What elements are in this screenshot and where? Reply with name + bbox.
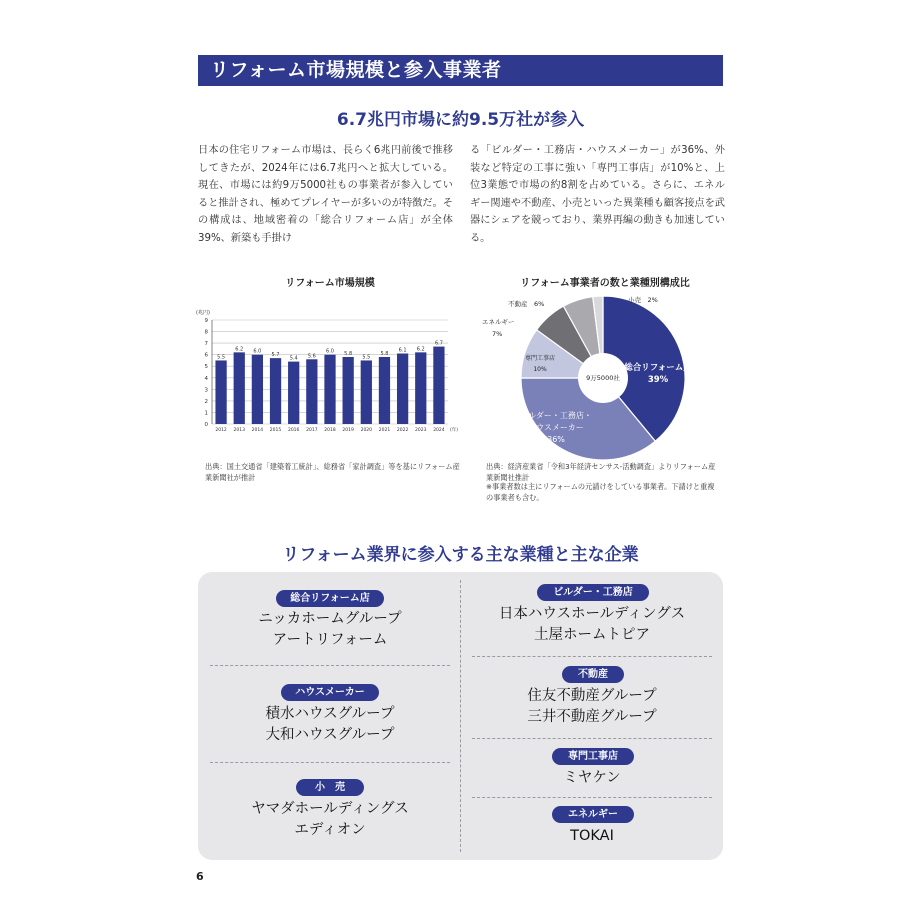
category-badge: 不動産 bbox=[562, 666, 624, 683]
x-tick-label: 2013 bbox=[233, 428, 245, 433]
bar bbox=[343, 357, 354, 424]
x-axis-unit: (年) bbox=[450, 428, 459, 433]
y-tick-label: 3 bbox=[204, 387, 208, 394]
bar bbox=[397, 354, 408, 424]
bar bbox=[306, 359, 317, 424]
slice-label: 専門工事店 bbox=[524, 355, 556, 362]
y-tick-label: 2 bbox=[204, 398, 208, 405]
y-tick-label: 0 bbox=[204, 422, 208, 428]
bar bbox=[252, 355, 263, 424]
pie-chart-title: リフォーム事業者の数と業種別構成比 bbox=[520, 278, 690, 289]
panel-divider bbox=[472, 656, 712, 657]
panel-divider bbox=[472, 738, 712, 739]
y-tick-label: 5 bbox=[204, 364, 208, 371]
y-tick-label: 8 bbox=[204, 329, 208, 336]
panel-divider bbox=[210, 762, 450, 763]
slice-label: ビルダー・工務店・ bbox=[520, 411, 592, 420]
bar-chart bbox=[192, 302, 462, 442]
bar-value-label: 6.1 bbox=[398, 347, 407, 354]
x-tick-label: 2017 bbox=[306, 428, 318, 433]
slice-label: エネルギー bbox=[482, 318, 515, 326]
y-axis-unit: (兆円) bbox=[196, 310, 210, 316]
category-badge: 総合リフォーム店 bbox=[276, 590, 384, 607]
bar bbox=[234, 352, 245, 424]
slice-percent-label: 36% bbox=[547, 435, 565, 444]
slice-label: 不動産 6% bbox=[508, 300, 545, 308]
bar-value-label: 6.2 bbox=[416, 346, 425, 353]
bar-value-label: 5.5 bbox=[217, 354, 226, 361]
x-tick-label: 2012 bbox=[215, 428, 227, 433]
pie-chart bbox=[478, 290, 728, 460]
slice-percent-label: 39% bbox=[647, 375, 669, 385]
bar-value-label: 6.0 bbox=[326, 348, 334, 355]
x-tick-label: 2015 bbox=[269, 428, 282, 433]
y-tick-label: 4 bbox=[204, 375, 208, 382]
slice-percent-label: 7% bbox=[492, 330, 503, 338]
category-badge: 専門工事店 bbox=[552, 748, 634, 765]
bar bbox=[415, 352, 426, 424]
x-tick-label: 2022 bbox=[396, 428, 409, 433]
x-tick-label: 2020 bbox=[360, 428, 373, 433]
pie-chart-source: 出典：経済産業省「令和3年経済センサス-活動調査」よりリフォーム産業新聞社推計 bbox=[486, 462, 716, 482]
bar bbox=[270, 358, 281, 424]
company-name: ニッカホームグループ bbox=[258, 611, 402, 627]
bar bbox=[361, 360, 372, 424]
category-badge: エネルギー bbox=[552, 806, 634, 823]
x-tick-label: 2023 bbox=[415, 428, 427, 433]
company-name: 住友不動産グループ bbox=[527, 688, 657, 704]
y-tick-label: 9 bbox=[204, 318, 208, 324]
category-badge: 小 売 bbox=[296, 779, 364, 796]
bar-value-label: 5.4 bbox=[289, 355, 298, 362]
company-name: 土屋ホームトピア bbox=[534, 627, 650, 643]
y-tick-label: 6 bbox=[204, 352, 208, 359]
panel-divider bbox=[472, 797, 712, 798]
industry-title: リフォーム業界に参入する主な業種と主な企業 bbox=[282, 545, 639, 565]
x-tick-label: 2021 bbox=[378, 428, 391, 433]
bar-value-label: 6.0 bbox=[253, 348, 262, 355]
subheading: 6.7兆円市場に約9.5万社が参入 bbox=[336, 110, 585, 130]
x-tick-label: 2016 bbox=[287, 428, 300, 433]
y-tick-label: 1 bbox=[204, 410, 208, 417]
bar-chart-source: 出典：国土交通省「建築着工統計」、総務省「家計調査」等を基にリフォーム産業新聞社が推計 bbox=[205, 462, 460, 482]
x-tick-label: 2014 bbox=[251, 428, 264, 433]
x-tick-label: 2018 bbox=[324, 428, 336, 433]
slice-label: 小売 2% bbox=[628, 296, 658, 304]
company-name: 積水ハウスグループ bbox=[265, 706, 395, 722]
company-name: ヤマダホールディングス bbox=[251, 801, 409, 817]
bar-value-label: 5.6 bbox=[307, 353, 316, 360]
category-badge: ビルダー・工務店 bbox=[537, 584, 649, 601]
company-name: アートリフォーム bbox=[272, 632, 388, 648]
panel-divider-vertical bbox=[460, 580, 461, 852]
page-number: 6 bbox=[196, 870, 204, 883]
slice-label: ハウスメーカー bbox=[528, 423, 584, 432]
bar-value-label: 5.8 bbox=[344, 350, 353, 357]
pie-center-label: 9万5000社 bbox=[586, 374, 620, 382]
bar-value-label: 5.8 bbox=[380, 350, 389, 357]
bar bbox=[433, 347, 444, 424]
company-name: ミヤケン bbox=[563, 770, 621, 786]
pie-chart-note: ※事業者数は主にリフォームの元請けをしている事業者。下請けと重複の事業者も含む。 bbox=[486, 482, 715, 502]
bar bbox=[379, 357, 390, 424]
bar bbox=[324, 355, 335, 424]
bar bbox=[288, 362, 299, 424]
body-text-right: る「ビルダー・工務店・ハウスメーカー」が36%、外装など特定の工事に強い「専門工事店」が10%と、上位3業態で市場の約8割を占めている。さらに、エネルギー関連や不動産、小売といった異業種も顧客接点を武器にシェアを競っており、業界再編の動きも加速している。 bbox=[470, 145, 725, 244]
bar-value-label: 5.5 bbox=[362, 354, 371, 361]
slice-percent-label: 10% bbox=[533, 366, 547, 373]
slice-label: 総合リフォーム店 bbox=[624, 363, 692, 373]
bar-value-label: 6.7 bbox=[434, 340, 443, 347]
x-tick-label: 2024 bbox=[433, 428, 445, 433]
bar-chart-title: リフォーム市場規模 bbox=[285, 278, 375, 289]
panel-divider bbox=[210, 665, 450, 666]
bar-value-label: 5.7 bbox=[271, 352, 280, 359]
section-title: リフォーム市場規模と参入事業者 bbox=[198, 55, 723, 86]
company-name: 三井不動産グループ bbox=[527, 709, 657, 725]
company-name: 日本ハウスホールディングス bbox=[498, 606, 686, 622]
x-tick-label: 2019 bbox=[342, 428, 354, 433]
bar bbox=[215, 360, 226, 424]
company-name: 大和ハウスグループ bbox=[265, 727, 395, 743]
company-name: エディオン bbox=[294, 822, 366, 838]
company-name: TOKAI bbox=[570, 828, 614, 844]
body-text-left: 日本の住宅リフォーム市場は、長らく6兆円前後で推移してきたが、2024年には6.7兆円へと拡大している。現在、市場には約9万5000社もの事業者が参入していると推計され、極めてプレイヤーが多いのが特徴だ。その構成は、地域密着の「総合リフォーム店」が全体39%、新築も手掛け bbox=[198, 145, 453, 244]
bar-value-label: 6.2 bbox=[235, 346, 244, 353]
y-tick-label: 7 bbox=[204, 341, 208, 348]
category-badge: ハウスメーカー bbox=[281, 684, 379, 701]
